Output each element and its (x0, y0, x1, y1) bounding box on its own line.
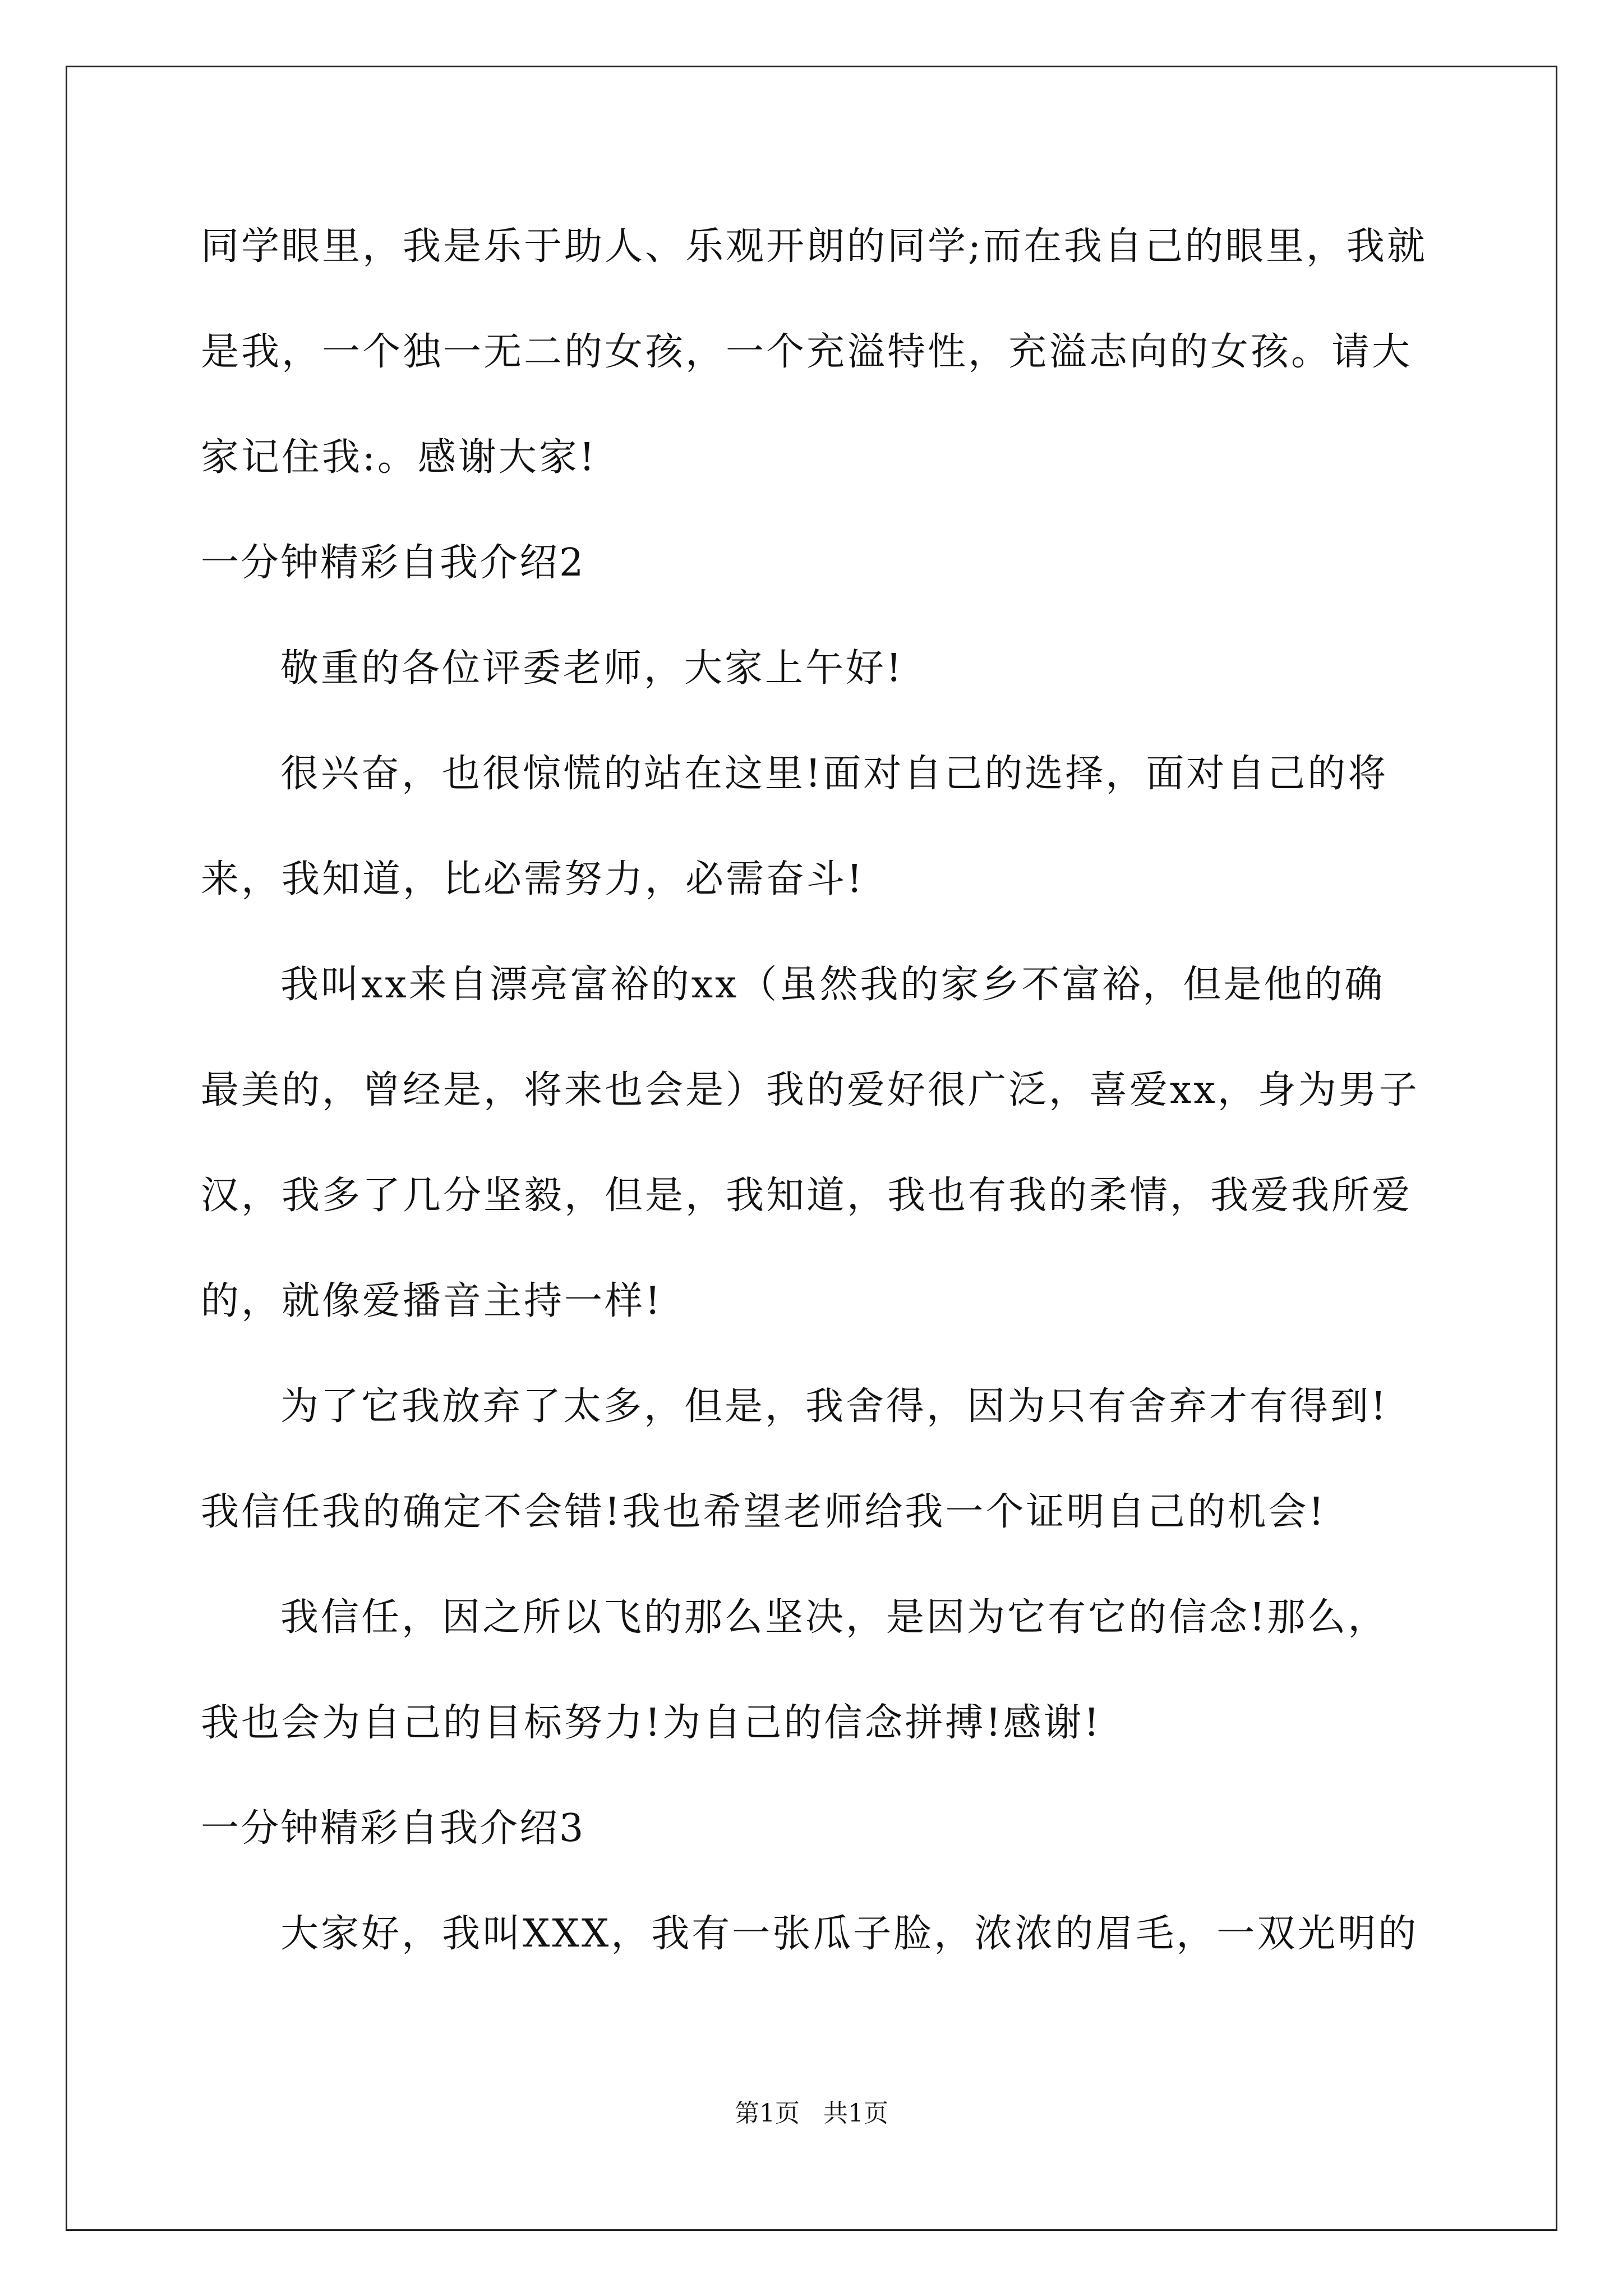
paragraph-1-line-3: 家记住我:。感谢大家! (201, 435, 597, 480)
section-heading-3: 一分钟精彩自我介绍3 (201, 1806, 585, 1851)
page-border (66, 66, 1557, 2231)
paragraph-5-line-1: 为了它我放弃了太多，但是，我舍得，因为只有舍弃才有得到! (280, 1384, 1389, 1429)
paragraph-2-line-1: 敬重的各位评委老师，大家上午好! (280, 646, 904, 691)
paragraph-4-line-1: 我叫xx来自漂亮富裕的xx（虽然我的家乡不富裕，但是他的确 (280, 963, 1385, 1007)
paragraph-6-line-2: 我也会为自己的目标努力!为自己的信念拼搏!感谢! (201, 1701, 1101, 1745)
paragraph-4-line-4: 的，就像爱播音主持一样! (201, 1279, 663, 1323)
paragraph-5-line-2: 我信任我的确定不会错!我也希望老师给我一个证明自己的机会! (201, 1490, 1326, 1534)
paragraph-3-line-2: 来，我知道，比必需努力，必需奋斗! (201, 857, 865, 901)
paragraph-1-line-1: 同学眼里，我是乐于助人、乐观开朗的同学;而在我自己的眼里，我就 (201, 224, 1427, 269)
paragraph-1-line-2: 是我，一个独一无二的女孩，一个充溢特性，充溢志向的女孩。请大 (201, 330, 1413, 374)
paragraph-6-line-1: 我信任，因之所以飞的那么坚决，是因为它有它的信念!那么， (280, 1595, 1389, 1640)
paragraph-7-line-1: 大家好，我叫XXX，我有一张瓜子脸，浓浓的眉毛，一双光明的 (280, 1912, 1419, 1956)
section-heading-2: 一分钟精彩自我介绍2 (201, 541, 585, 585)
paragraph-4-line-2: 最美的，曾经是，将来也会是）我的爱好很广泛，喜爱xx，身为男子 (201, 1068, 1419, 1112)
page-footer: 第1页 共1页 (735, 2099, 888, 2128)
paragraph-3-line-1: 很兴奋，也很惊慌的站在这里!面对自己的选择，面对自己的将 (280, 752, 1389, 796)
paragraph-4-line-3: 汉，我多了几分坚毅，但是，我知道，我也有我的柔情，我爱我所爱 (201, 1174, 1413, 1218)
